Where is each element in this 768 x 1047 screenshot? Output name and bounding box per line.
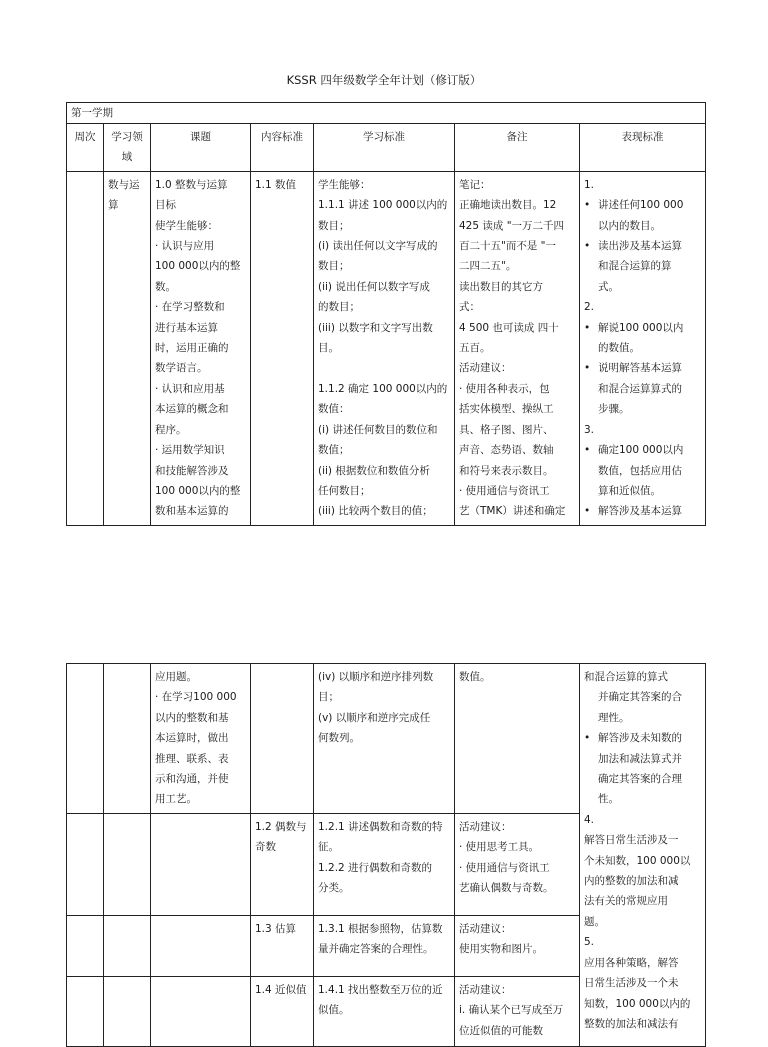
header-performance-standard: 表现标准 [580, 124, 706, 172]
cell-line: 1.0 整数与运算 [155, 178, 228, 191]
cell-line: · 使用各种表示，包 [459, 382, 550, 395]
cell-line: 步骤。 [598, 403, 630, 416]
cell-line: 征。 [318, 841, 339, 854]
cell-line: 1.1.2 确定 100 000以内的 [318, 382, 448, 395]
learning-standard-cell [314, 976, 455, 1046]
week-cell [67, 915, 104, 976]
cell-line: 1.3.1 根据参照物，估算数 [318, 922, 443, 935]
cell-line: 加法和减法算式并 [598, 752, 682, 765]
cell-line: 奇数 [255, 841, 276, 854]
header-notes: 备注 [455, 124, 580, 172]
cell-line: 确定其答案的合理 [598, 773, 682, 786]
cell-line: • 解答涉及未知数的 [584, 728, 701, 748]
cell-line: 活动建议： [459, 983, 512, 996]
cell-line: 以内的数目。 [598, 219, 661, 232]
cell-line: 数和基本运算的 [155, 505, 229, 518]
cell-line: (i) 讲述任何数目的数位和 [318, 423, 438, 436]
cell-line: 并确定其答案的合 [598, 691, 682, 704]
cell-line: 算 [108, 199, 119, 212]
cell-line: 3. [584, 423, 595, 436]
cell-line: i. 确认某个已写成至万 [459, 1004, 564, 1017]
cell-line: 数值。 [459, 671, 491, 683]
cell-line: · 在学习整数和 [155, 301, 225, 314]
field-cell [104, 976, 151, 1046]
cell-line: 具、格子图、图片、 [459, 423, 554, 436]
cell-line: · 运用数学知识 [155, 444, 225, 457]
cell-line [318, 358, 450, 378]
cell-line: 似值。 [318, 1004, 350, 1017]
cell-line: · 在学习100 000 [155, 691, 237, 704]
cell-line: 数目； [318, 219, 350, 232]
header-week: 周次 [67, 124, 104, 172]
semester-label: 第一学期 [67, 103, 706, 124]
cell-line: 笔记： [459, 178, 491, 191]
cell-line: 1.1.1 讲述 100 000以内的 [318, 199, 448, 212]
cell-line: 整数的加法和减法有 [584, 1017, 679, 1030]
learning-standard-cell [314, 664, 455, 814]
header-row [67, 124, 706, 172]
cell-line: • 解答涉及基本运算 [584, 501, 701, 521]
cell-line: (ii) 说出任何以数字写成 [318, 280, 430, 293]
cell-line: (ii) 根据数位和数值分析 [318, 464, 430, 477]
cell-line: 分类。 [318, 882, 350, 895]
cell-line: 知数，100 000以内的 [584, 997, 691, 1010]
page-title: KSSR 四年级数学全年计划（修订版） [286, 73, 482, 87]
cell-line: 题。 [584, 915, 605, 928]
field-cell [104, 664, 151, 814]
header-topic: 课题 [151, 124, 251, 172]
cell-line: 活动建议： [459, 362, 512, 375]
cell-line: 和符号来表示数目。 [459, 464, 554, 477]
cell-line: 数值，包括应用估 [598, 464, 682, 477]
cell-line: 五百。 [459, 342, 491, 355]
cell-line: • 讲述任何100 000 [584, 195, 701, 215]
topic-cell [151, 915, 251, 976]
content-standard-cell [251, 915, 314, 976]
cell-line: 百二十五"而不是 "一 [459, 240, 556, 253]
cell-line: 艺（TMK）讲述和确定 [459, 505, 566, 518]
learning-standard-cell [314, 171, 455, 525]
cell-line: 学生能够： [318, 178, 371, 191]
cell-line: 数。 [155, 280, 176, 293]
semester-row [67, 103, 706, 124]
performance-standard-cell [580, 664, 706, 1047]
cell-line: 日常生活涉及一个未 [584, 977, 679, 990]
cell-line: 目。 [318, 342, 339, 355]
cell-line: 性。 [598, 793, 619, 806]
cell-line: 的数值。 [598, 342, 640, 355]
cell-line: • 确定100 000以内 [584, 440, 701, 460]
field-cell [104, 813, 151, 915]
field-cell [104, 915, 151, 976]
header-field: 学习领 域 [104, 124, 151, 172]
notes-cell [455, 915, 580, 976]
plan-table-2 [66, 663, 706, 1047]
table-row [67, 664, 706, 814]
cell-line: 2. [584, 301, 595, 314]
cell-line: 使学生能够： [155, 219, 218, 232]
cell-line: 5. [584, 936, 595, 949]
cell-line: 4. [584, 813, 595, 826]
header-content-standard: 内容标准 [251, 124, 314, 172]
notes-cell [455, 813, 580, 915]
cell-line: 100 000以内的整 [155, 260, 241, 273]
cell-line: (iii) 比较两个数目的值； [318, 505, 433, 518]
cell-line: 数值； [318, 444, 350, 457]
cell-line: 何数列。 [318, 732, 360, 745]
cell-line: (iii) 以数字和文字写出数 [318, 321, 433, 334]
cell-line: 和混合运算的算式 [584, 671, 668, 683]
cell-line: • 读出涉及基本运算 [584, 236, 701, 256]
cell-line: · 使用思考工具。 [459, 841, 540, 854]
cell-line: 声音、态势语、数轴 [459, 444, 554, 457]
cell-line: 式： [459, 301, 480, 314]
cell-line: 应用各种策略，解答 [584, 956, 679, 969]
cell-line: 量并确定答案的合理性。 [318, 943, 434, 956]
cell-line: 数目； [318, 260, 350, 273]
cell-line: 法有关的常规应用 [584, 895, 668, 908]
performance-standard-cell [580, 171, 706, 525]
cell-line: 1.2.2 进行偶数和奇数的 [318, 861, 433, 874]
cell-line: 推理、联系、表 [155, 752, 229, 765]
cell-line: • 解说100 000以内 [584, 318, 701, 338]
cell-line: 4 500 也可读成 四十 [459, 321, 559, 334]
topic-cell [151, 813, 251, 915]
notes-cell [455, 664, 580, 814]
cell-line: 1.4.1 找出整数至万位的近 [318, 983, 443, 996]
cell-line: 1.4 近似值 [255, 983, 307, 996]
cell-line: • 说明解答基本运算 [584, 358, 701, 378]
cell-line: 1.1 数值 [255, 178, 297, 191]
notes-cell [455, 976, 580, 1046]
cell-line: 活动建议： [459, 922, 512, 935]
learning-standard-cell [314, 915, 455, 976]
cell-line: 本运算的概念和 [155, 403, 229, 416]
cell-line: 任何数目； [318, 484, 371, 497]
cell-line: 读出数目的其它方 [459, 280, 543, 293]
cell-line: 进行基本运算 [155, 321, 218, 334]
cell-line: · 使用通信与资讯工 [459, 861, 550, 874]
cell-line: 解答日常生活涉及一 [584, 834, 679, 847]
cell-line: 二四二五"。 [459, 260, 517, 273]
content-standard-cell [251, 171, 314, 525]
cell-line: 式。 [598, 280, 619, 293]
cell-line: (v) 以顺序和逆序完成任 [318, 711, 431, 724]
cell-line: 用工艺。 [155, 793, 197, 806]
cell-line: 数与运 [108, 178, 140, 191]
cell-line: 时，运用正确的 [155, 342, 229, 355]
topic-cell [151, 171, 251, 525]
cell-line: 和混合运算的算 [598, 260, 672, 273]
topic-cell [151, 664, 251, 814]
cell-line: 1. [584, 178, 595, 191]
cell-line: · 使用通信与资讯工 [459, 484, 550, 497]
cell-line: 使用实物和图片。 [459, 943, 543, 956]
cell-line: 425 读成 "一万二千四 [459, 219, 565, 232]
cell-line: 内的整数的加法和减 [584, 875, 679, 888]
field-cell [104, 171, 151, 525]
content-standard-cell [251, 813, 314, 915]
cell-line: 数值： [318, 403, 350, 416]
cell-line: 理性。 [598, 711, 630, 724]
week-cell [67, 171, 104, 525]
plan-table-1 [66, 102, 706, 526]
cell-line: (iv) 以顺序和逆序排列数 [318, 671, 434, 683]
cell-line: 和技能解答涉及 [155, 464, 229, 477]
topic-cell [151, 976, 251, 1046]
cell-line: 艺确认偶数与奇数。 [459, 882, 554, 895]
week-cell [67, 976, 104, 1046]
cell-line: 1.2.1 讲述偶数和奇数的特 [318, 820, 443, 833]
cell-line: 数学语言。 [155, 362, 208, 375]
cell-line: 和混合运算算式的 [598, 382, 682, 395]
cell-line: 100 000以内的整 [155, 484, 241, 497]
table-row [67, 171, 706, 525]
cell-line: 活动建议： [459, 820, 512, 833]
cell-line: 以内的整数和基 [155, 711, 229, 724]
cell-line: 应用题。 [155, 671, 197, 683]
cell-line: 程序。 [155, 423, 187, 436]
cell-line: 1.3 估算 [255, 922, 297, 935]
content-standard-cell [251, 976, 314, 1046]
cell-line: 括实体模型、操纵工 [459, 403, 554, 416]
cell-line: 位近似值的可能数 [459, 1024, 543, 1037]
content-standard-cell [251, 664, 314, 814]
header-learning-standard: 学习标准 [314, 124, 455, 172]
cell-line: 示和沟通，并使 [155, 773, 229, 786]
cell-line: 1.2 偶数与 [255, 820, 307, 833]
week-cell [67, 664, 104, 814]
cell-line: 算和近似值。 [598, 484, 661, 497]
cell-line: · 认识和应用基 [155, 382, 225, 395]
cell-line: (i) 读出任何以文字写成的 [318, 240, 438, 253]
cell-line: 的数目； [318, 301, 360, 314]
cell-line: · 认识与应用 [155, 240, 215, 253]
learning-standard-cell [314, 813, 455, 915]
cell-line: 个未知数，100 000以 [584, 854, 691, 867]
week-cell [67, 813, 104, 915]
cell-line: 目； [318, 691, 339, 704]
cell-line: 正确地读出数目。12 [459, 199, 557, 212]
notes-cell [455, 171, 580, 525]
cell-line: 本运算时，做出 [155, 732, 229, 745]
cell-line: 目标 [155, 199, 176, 212]
